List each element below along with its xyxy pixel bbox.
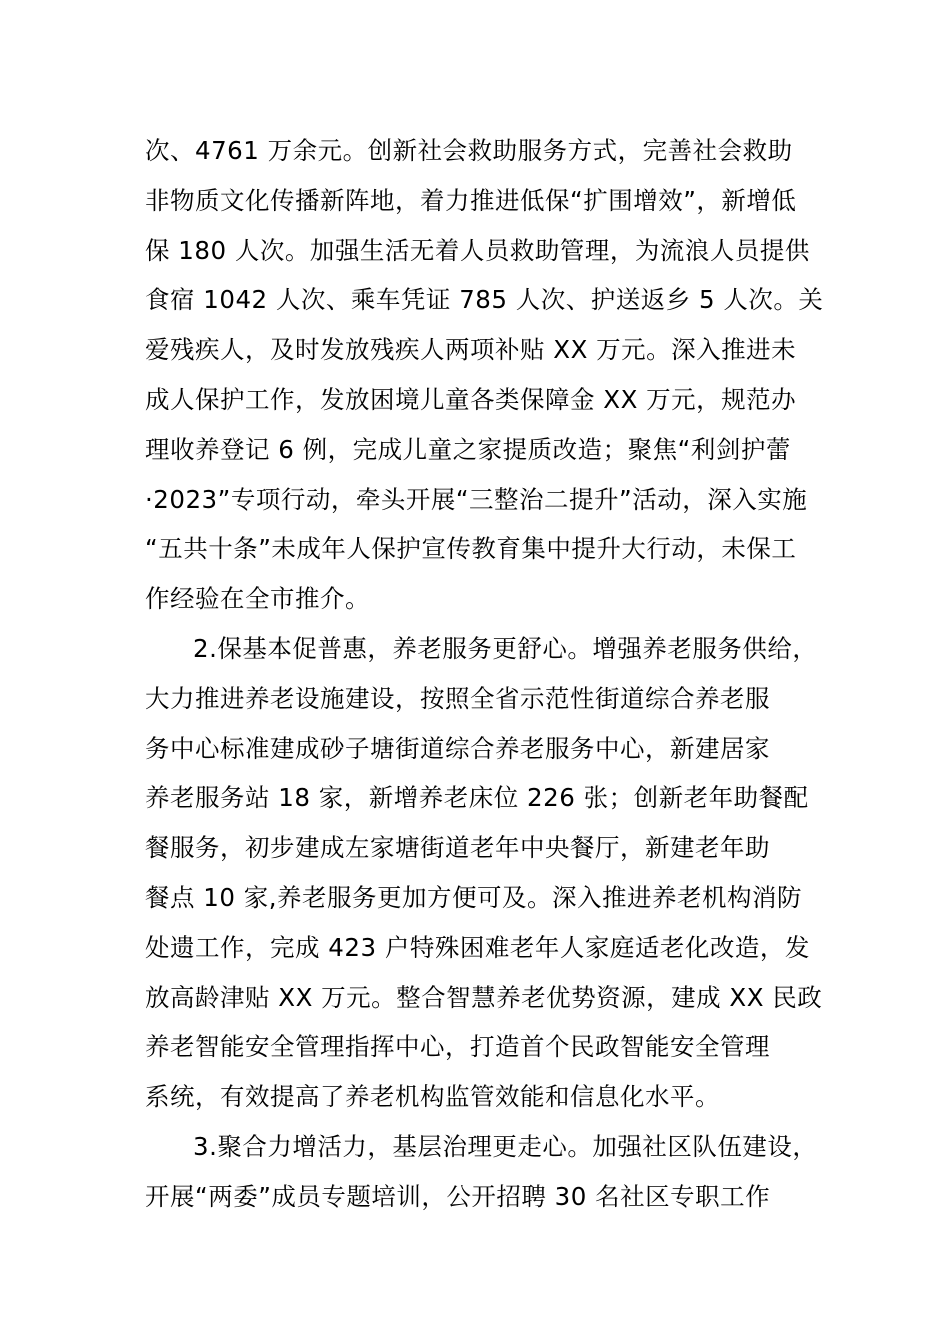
text-line: 餐点 10 家,养老服务更加方便可及。深入推进养老机构消防	[145, 882, 803, 912]
text-line: 处遗工作，完成 423 户特殊困难老年人家庭适老化改造，发	[145, 932, 810, 962]
text-line: “五共十条”未成年人保护宣传教育集中提升大行动，未保工	[145, 534, 797, 564]
section-2-heading-line: 2.保基本促普惠，养老服务更舒心。增强养老服务供给，	[193, 633, 818, 663]
text-line: 开展“两委”成员专题培训，公开招聘 30 名社区专职工作	[145, 1181, 771, 1211]
text-line: 理收养登记 6 例，完成儿童之家提质改造；聚焦“利剑护蕾	[145, 434, 791, 464]
text-line: 大力推进养老设施建设，按照全省示范性街道综合养老服	[145, 683, 770, 713]
text-line: 食宿 1042 人次、乘车凭证 785 人次、护送返乡 5 人次。关	[145, 285, 824, 315]
text-line: 养老智能安全管理指挥中心，打造首个民政智能安全管理	[145, 1032, 770, 1062]
text-line: 非物质文化传播新阵地，着力推进低保“扩围增效”，新增低	[145, 185, 797, 215]
text-line: 次、4761 万余元。创新社会救助服务方式，完善社会救助	[145, 136, 793, 165]
section-3-heading-line: 3.聚合力增活力，基层治理更走心。加强社区队伍建设，	[193, 1131, 818, 1161]
text-line: 养老服务站 18 家，新增养老床位 226 张；创新老年助餐配	[145, 783, 809, 813]
text-line: ·2023”专项行动，牵头开展“三整治二提升”活动，深入实施	[145, 484, 808, 514]
text-line: 务中心标准建成砂子塘街道综合养老服务中心，新建居家	[145, 733, 770, 763]
text-line: 放高龄津贴 XX 万元。整合智慧养老优势资源，建成 XX 民政	[145, 982, 823, 1012]
text-line: 爱残疾人，及时发放残疾人两项补贴 XX 万元。深入推进未	[145, 335, 797, 365]
text-line: 餐服务，初步建成左家塘街道老年中央餐厅，新建老年助	[145, 833, 770, 863]
text-line: 系统，有效提高了养老机构监管效能和信息化水平。	[145, 1082, 720, 1112]
document-body	[145, 126, 845, 1222]
text-line: 成人保护工作，发放困境儿童各类保障金 XX 万元，规范办	[145, 384, 797, 414]
text-line: 保 180 人次。加强生活无着人员救助管理，为流浪人员提供	[145, 235, 810, 265]
text-line: 作经验在全市推介。	[145, 584, 370, 614]
